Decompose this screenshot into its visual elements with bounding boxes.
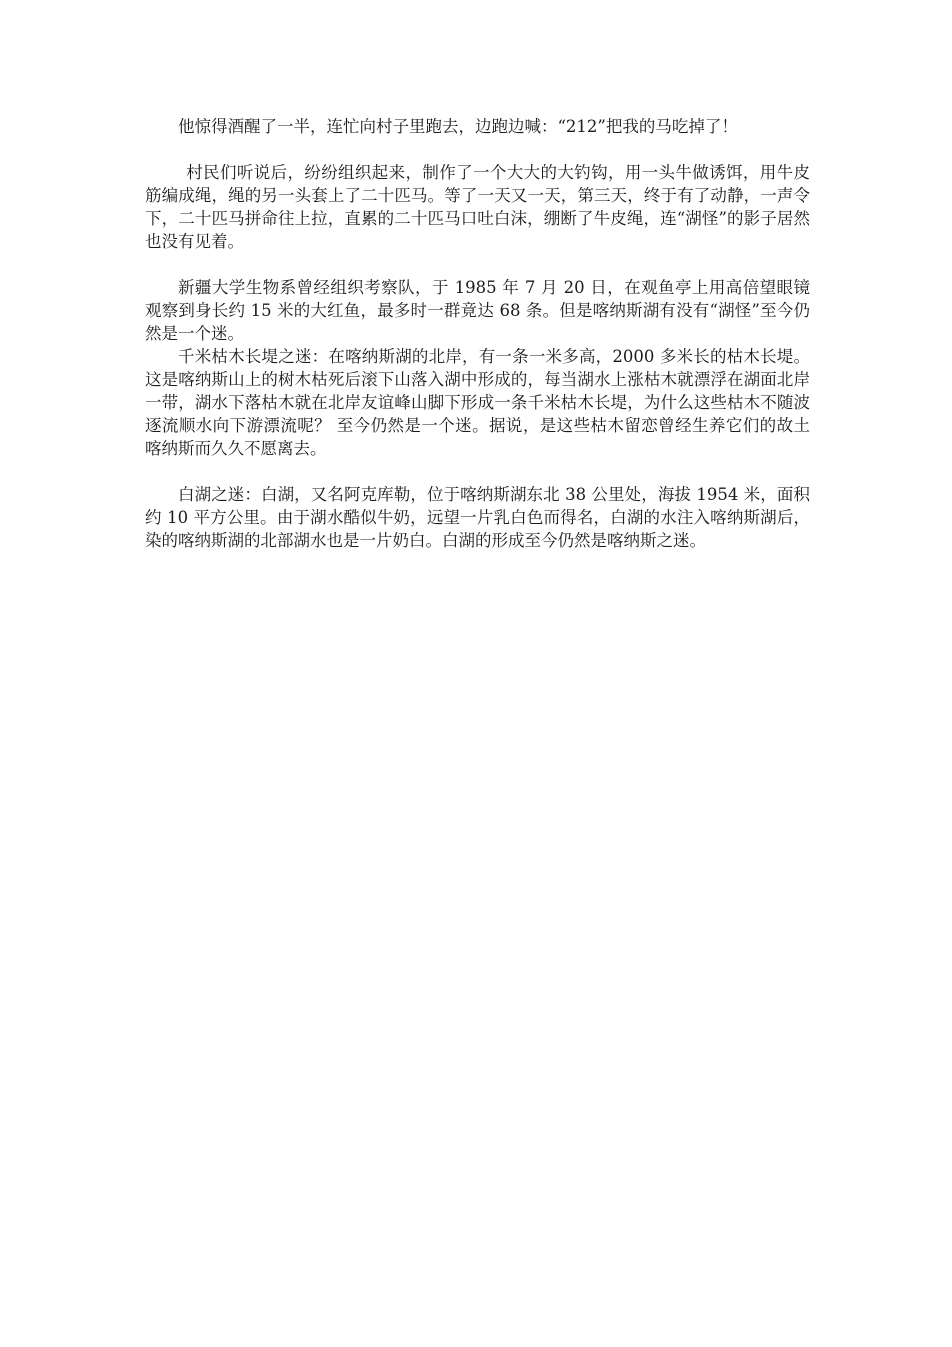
paragraph-xinjiang-survey: 新疆大学生物系曾经组织考察队，于 1985 年 7 月 20 日，在观鱼亭上用高倍望眼镜观察到身长约 15 米的大红鱼，最多时一群竟达 68 条。但是喀纳斯湖有没有“湖怪”至今仍然是一个迷。 [145,278,810,343]
paragraph-driftwood-dike: 千米枯木长堤之迷：在喀纳斯湖的北岸，有一条一米多高，2000 多米长的枯木长堤。这是喀纳斯山上的树木枯死后滚下山落入湖中形成的，每当湖水上涨枯木就漂浮在湖面北岸一带，湖水下落枯木就在北岸友谊峰山脚下形成一条千米枯木长堤，为什么这些枯木不随波逐流顺水向下游漂流呢？ 至今仍然是一个迷。据说，是这些枯木留恋曾经生养它们的故土喀纳斯而久久不愿离去。 [145,347,810,458]
paragraph-gap [145,253,810,276]
paragraph-horse-eaten: 他惊得酒醒了一半，连忙向村子里跑去，边跑边喊：“212”把我的马吃掉了！ [178,117,738,136]
paragraph-gap [145,138,810,161]
document-body [145,115,810,552]
paragraph-gap [145,460,810,483]
paragraph-white-lake: 白湖之迷：白湖，又名阿克库勒，位于喀纳斯湖东北 38 公里处，海拔 1954 米，面积约 10 平方公里。由于湖水酷似牛奶，远望一片乳白色而得名，白湖的水注入喀纳斯湖后，染的喀纳斯湖的北部湖水也是一片奶白。白湖的形成至今仍然是喀纳斯之迷。 [145,485,810,550]
paragraph-villagers-hook: 村民们听说后，纷纷组织起来，制作了一个大大的大钓钩，用一头牛做诱饵，用牛皮筋编成绳，绳的另一头套上了二十匹马。等了一天又一天，第三天，终于有了动静，一声令下，二十匹马拼命往上拉，直累的二十匹马口吐白沫，绷断了牛皮绳，连“湖怪”的影子居然也没有见着。 [145,163,810,251]
